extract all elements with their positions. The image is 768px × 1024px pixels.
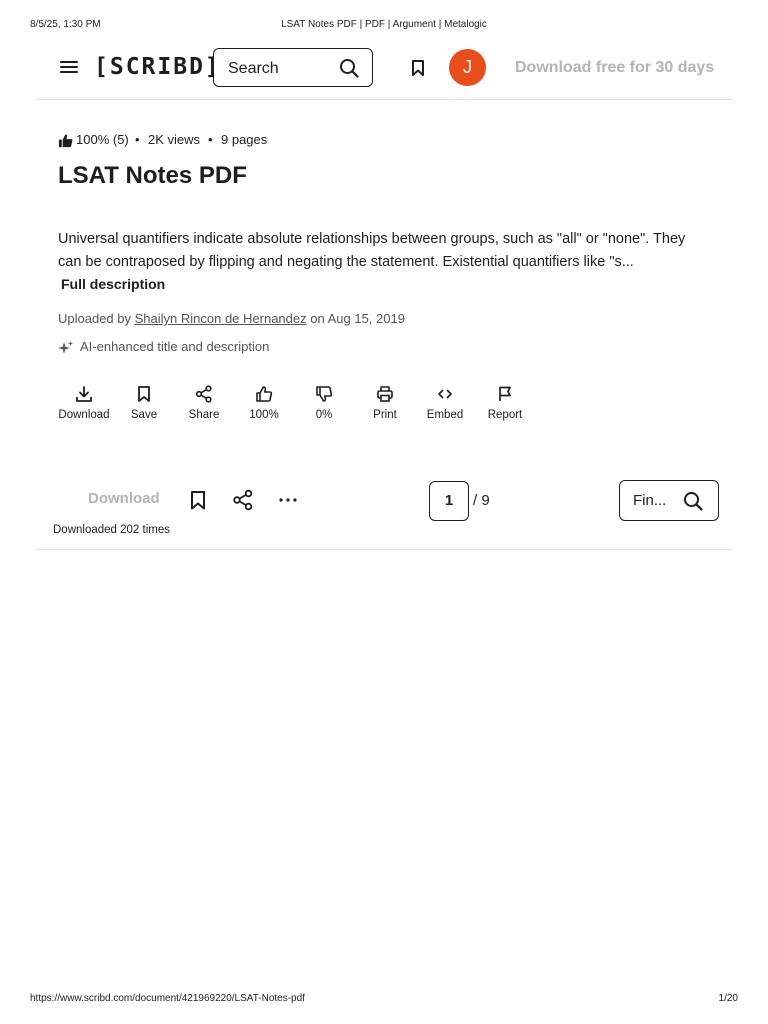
search-icon[interactable] bbox=[339, 58, 359, 78]
thumbs-down-icon bbox=[315, 385, 333, 403]
print-page-number: 1/20 bbox=[718, 993, 738, 1004]
search-icon[interactable] bbox=[683, 491, 703, 511]
rating-text: 100% (5) bbox=[76, 132, 129, 147]
action-label: Share bbox=[188, 409, 220, 421]
action-label: Download bbox=[58, 409, 110, 421]
document-description: Universal quantifiers indicate absolute relationships between groups, such as "all" or "none". They can be contraposed by flipping and negating the statement. Existential quantifiers like "s... bbox=[58, 231, 686, 270]
full-description-link[interactable]: Full description bbox=[61, 276, 166, 292]
flag-icon bbox=[496, 385, 514, 403]
bookmark-icon[interactable] bbox=[187, 489, 209, 511]
download-action[interactable] bbox=[54, 385, 114, 429]
print-datetime: 8/5/25, 1:30 PM bbox=[30, 19, 101, 30]
save-action[interactable] bbox=[114, 385, 174, 429]
share-icon bbox=[195, 385, 213, 403]
printer-icon bbox=[376, 385, 394, 403]
uploaded-date: on Aug 15, 2019 bbox=[310, 311, 405, 326]
top-nav bbox=[0, 46, 768, 90]
search-placeholder: Search bbox=[228, 60, 279, 77]
print-header bbox=[0, 19, 768, 33]
report-action[interactable] bbox=[475, 385, 535, 429]
uploaded-prefix: Uploaded by bbox=[58, 311, 131, 326]
document-actions bbox=[0, 385, 768, 429]
embed-action[interactable] bbox=[415, 385, 475, 429]
separator-dot: • bbox=[208, 132, 213, 147]
pages-text: 9 pages bbox=[221, 132, 268, 147]
viewer-toolbar bbox=[0, 480, 768, 522]
hamburger-menu-icon[interactable] bbox=[58, 57, 80, 77]
thumbs-up-filled-icon bbox=[58, 133, 73, 148]
like-action[interactable] bbox=[234, 385, 294, 429]
action-label: Print bbox=[373, 409, 397, 421]
header-divider bbox=[36, 99, 733, 100]
downloaded-count: Downloaded 202 times bbox=[53, 524, 170, 536]
download-icon bbox=[75, 385, 93, 403]
find-placeholder: Fin... bbox=[633, 492, 667, 509]
upload-info bbox=[58, 311, 405, 326]
separator-dot: • bbox=[135, 132, 140, 147]
ai-note-text: AI-enhanced title and description bbox=[80, 339, 270, 354]
search-input[interactable] bbox=[213, 48, 373, 87]
page-total: / 9 bbox=[473, 492, 490, 509]
more-options-icon[interactable] bbox=[277, 489, 299, 511]
page-number-input[interactable]: 1 bbox=[429, 481, 469, 521]
thumbs-up-icon bbox=[255, 385, 273, 403]
print-footer bbox=[0, 993, 768, 1007]
find-input[interactable] bbox=[619, 480, 719, 521]
share-icon[interactable] bbox=[232, 489, 254, 511]
bookmark-icon bbox=[135, 385, 153, 403]
download-free-link[interactable]: Download free for 30 days bbox=[515, 59, 715, 76]
document-title: LSAT Notes PDF bbox=[58, 162, 247, 189]
action-label: Report bbox=[487, 409, 523, 421]
dislike-action[interactable] bbox=[294, 385, 354, 429]
sparkle-icon bbox=[58, 340, 74, 356]
print-page-title: LSAT Notes PDF | PDF | Argument | Metalogic bbox=[281, 19, 487, 30]
action-label: 0% bbox=[315, 409, 333, 421]
print-url: https://www.scribd.com/document/421969220/LSAT-Notes-pdf bbox=[30, 993, 305, 1004]
action-label: Embed bbox=[426, 409, 464, 421]
share-action[interactable] bbox=[174, 385, 234, 429]
code-icon bbox=[436, 385, 454, 403]
print-action[interactable] bbox=[355, 385, 415, 429]
views-text: 2K views bbox=[148, 132, 201, 147]
download-button[interactable]: Download bbox=[88, 490, 160, 507]
action-label: Save bbox=[130, 409, 158, 421]
uploader-link[interactable]: Shailyn Rincon de Hernandez bbox=[134, 311, 307, 326]
scribd-logo[interactable]: [SCRIBD] bbox=[94, 54, 221, 80]
action-label: 100% bbox=[249, 409, 279, 421]
toolbar-divider bbox=[36, 549, 733, 550]
bookmark-icon[interactable] bbox=[409, 58, 427, 78]
user-avatar[interactable]: J bbox=[449, 49, 486, 86]
